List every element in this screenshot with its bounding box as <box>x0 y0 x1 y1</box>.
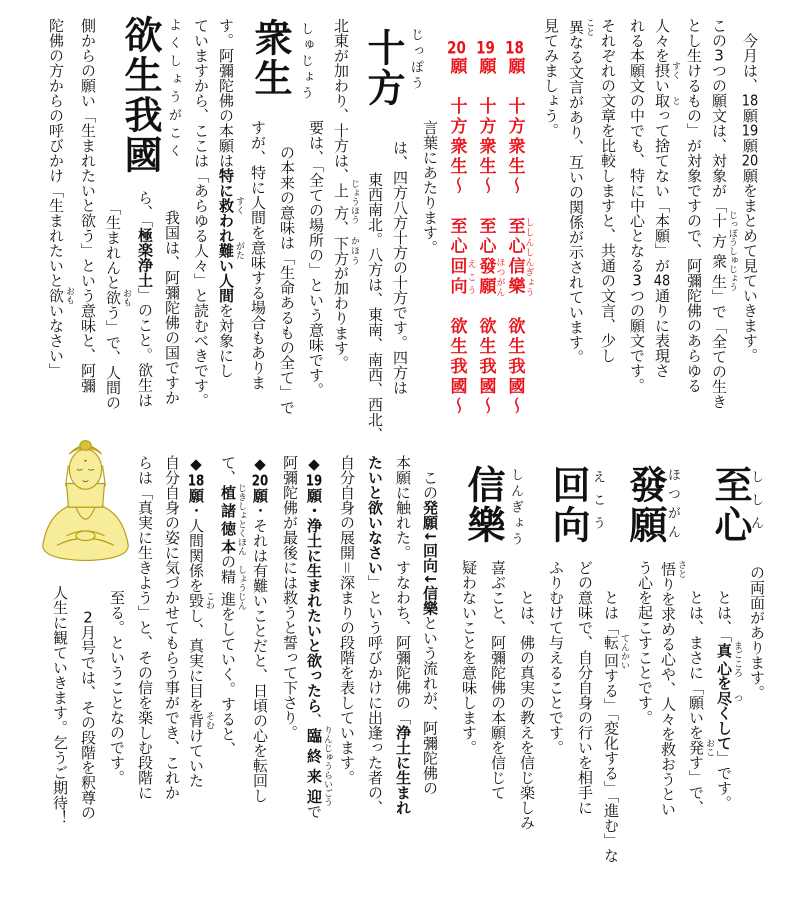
text-run: ・それは有難いことだと、日頃の心を転回し <box>251 503 269 803</box>
ruby-word <box>567 18 594 36</box>
heading-hotsugan-ruby: ほつがん <box>665 468 680 544</box>
top-column-10 <box>447 40 476 417</box>
number-run: 20 <box>447 40 466 57</box>
ruby-word <box>332 235 359 266</box>
ruby-word <box>687 738 714 757</box>
ruby-base: 植諸徳本 <box>219 483 237 556</box>
ruby-reading: すく <box>670 61 680 80</box>
ruby-word <box>653 61 680 80</box>
text-run: 見てみましょう。 <box>542 18 560 138</box>
ruby-base: 欲 <box>47 286 65 305</box>
text-run: つの願文です。 <box>628 288 646 393</box>
text-run: りを求める心や、人々を救おうとい <box>659 576 677 817</box>
text-run: この <box>421 470 439 500</box>
text-run: 、 <box>332 220 350 236</box>
ruby-reading: りんじゅうらいごう <box>322 725 332 807</box>
top-column-19 <box>187 18 215 408</box>
ruby-reading: と <box>670 93 680 108</box>
ruby-word <box>217 196 244 215</box>
text-run: 言葉にあたります。 <box>421 120 439 255</box>
top-column-14 <box>331 18 359 371</box>
top-column-8 <box>505 40 534 417</box>
emphasis-run: 極楽浄土 <box>136 227 154 288</box>
ruby-base: 真心 <box>715 641 733 677</box>
text-run: って捨てない「本願」が <box>653 108 671 273</box>
text-run: する」「変化する」「進む」な <box>602 668 620 863</box>
ruby-word <box>47 286 74 305</box>
ruby-word <box>504 217 534 297</box>
ruby-reading: まごころ <box>732 641 742 677</box>
bottom-column-10 <box>455 560 483 755</box>
text-run: なる文言があり、互いの関係が示されています。 <box>567 34 585 365</box>
text-run: 疑わないことを意味します。 <box>460 560 478 755</box>
text-run: 東西南北。八方は、東南、南西、西北、 <box>366 172 384 442</box>
ruby-reading: じょうほう <box>349 179 359 225</box>
ruby-base: 発 <box>687 738 705 757</box>
ruby-reading: おこ <box>704 738 714 757</box>
ruby-base: 背 <box>187 711 205 730</box>
text-run: ◆ <box>305 455 323 473</box>
ruby-word <box>217 241 244 260</box>
ruby-word <box>475 257 505 297</box>
ruby-base: 転回 <box>602 633 620 670</box>
text-run: は、四方八方十方の十方です。四方は <box>391 140 409 395</box>
bottom-column-21 <box>131 455 159 800</box>
text-run: つの願文は、対象が「 <box>710 63 728 213</box>
number-run: 3 <box>714 48 724 63</box>
ruby-reading: ししんしんぎょう <box>523 217 534 297</box>
ruby-base: 摂 <box>653 61 671 80</box>
ruby-reading: じっぽうしゅじょう <box>727 210 737 292</box>
text-run: 我国は、阿彌陀佛の国ですか <box>163 210 181 405</box>
top-column-13 <box>361 172 389 442</box>
text-run: 北東が加わり、十方は、 <box>332 18 350 183</box>
text-run: ら、「 <box>136 190 154 228</box>
text-run: う」で、人間の <box>104 305 122 410</box>
text-run: す」で、 <box>687 755 705 815</box>
ruby-base: 十方衆生 <box>710 210 728 292</box>
bottom-column-16 <box>276 455 304 740</box>
text-run: 通りに表現さ <box>653 288 671 378</box>
ruby-word <box>602 633 629 670</box>
ruby-reading: かほう <box>349 235 359 266</box>
ruby-word <box>659 560 686 578</box>
ruby-word <box>715 690 742 706</box>
bottom-column-22 <box>103 590 131 785</box>
heading-shishin-ruby: ししん <box>748 470 763 539</box>
text-run: 喜ぶこと、阿彌陀佛の本願を信じて <box>489 560 507 800</box>
text-run: 」で「全ての生き <box>710 288 728 409</box>
text-run: この <box>710 18 728 48</box>
ruby-base: 上方 <box>332 179 350 225</box>
bottom-column-2 <box>686 590 714 815</box>
ruby-base: 難 <box>217 241 235 260</box>
ruby-reading: すく <box>234 196 244 215</box>
emphasis-run: い人間 <box>217 258 235 303</box>
emphasis-run: 願 <box>187 488 205 503</box>
ruby-reading: がた <box>234 241 244 260</box>
bottom-column-20 <box>158 455 186 800</box>
top-column-2 <box>680 18 708 393</box>
text-run: の <box>219 554 237 569</box>
ruby-base: 回向 <box>446 257 467 297</box>
emphasis-run: たいと欲いなさい <box>366 455 384 575</box>
ruby-reading: てんかい <box>619 633 629 670</box>
text-run: 願 十方衆生〜 至心 <box>475 57 496 257</box>
text-run: 欲生我國〜 <box>504 297 525 417</box>
text-run: それぞれの文章を比較しますと、共通の文言、少し <box>599 18 617 363</box>
text-run: れる本願文の中でも、特に中心となる <box>628 18 646 273</box>
top-column-3 <box>652 18 680 378</box>
ruby-reading: こわ <box>204 591 214 610</box>
bottom-column-13 <box>361 455 389 815</box>
number-run: 20 <box>741 153 759 168</box>
text-run: ふりむけて与えることです。 <box>547 560 565 755</box>
heading-shujo: 衆生 <box>248 18 292 98</box>
text-run: ◆ <box>251 455 269 473</box>
top-column-0 <box>736 33 764 363</box>
emphasis-run: 特に <box>217 168 235 198</box>
bottom-column-17 <box>246 455 274 803</box>
top-column-4 <box>623 18 651 393</box>
ruby-base: 發願 <box>475 257 496 297</box>
ruby-base: 臨終来迎 <box>305 725 323 807</box>
top-column-1 <box>709 18 737 409</box>
bottom-column-5 <box>601 590 629 863</box>
emphasis-run: われ <box>217 213 235 243</box>
text-run: 至る。ということなのです。 <box>108 590 126 785</box>
text-run: で <box>305 803 323 819</box>
text-run: 願をまとめて見ていきます。 <box>741 168 759 363</box>
text-run: ていますから、ここは「あらゆる人々」と読むべきです。 <box>192 18 210 408</box>
number-run: 18 <box>505 40 524 57</box>
text-run: 願 <box>741 138 759 153</box>
text-run: とは、佛の真実の教えを信じ楽しみ <box>518 590 536 830</box>
heading-shingyo: 信樂 <box>461 465 505 545</box>
heading-shishin: 至心 <box>708 465 752 545</box>
ruby-word <box>715 641 742 677</box>
number-run: 18 <box>741 93 759 108</box>
bottom-column-9 <box>484 560 512 800</box>
top-column-11 <box>416 120 444 255</box>
text-run: とは「 <box>602 590 620 635</box>
text-run: ◆ <box>187 455 205 473</box>
text-run: という流れが、阿彌陀佛の <box>421 615 439 796</box>
ruby-word <box>219 483 246 556</box>
heading-yokusho-ruby: よくしょうがこく <box>166 18 181 162</box>
ruby-word <box>710 210 737 292</box>
bottom-column-6 <box>571 560 599 815</box>
text-run: 」という呼びかけに出逢った者の、 <box>366 575 384 815</box>
ruby-word <box>219 565 246 611</box>
text-run: 願 十方衆生〜 至心 <box>446 57 467 257</box>
text-run: の本来の意味は「生命あるもの全て」で <box>278 145 296 415</box>
text-run: 人生に観ていきます。乞うご期待！ <box>51 585 69 825</box>
ruby-reading: さと <box>676 560 686 578</box>
text-run: 今月は、 <box>741 33 759 93</box>
top-column-24 <box>46 18 74 378</box>
bottom-column-11 <box>416 470 444 795</box>
heading-yokusho: 欲生我國 <box>118 15 162 175</box>
top-column-22 <box>103 200 131 410</box>
ruby-base: 毀 <box>187 591 205 610</box>
top-column-18 <box>216 18 244 378</box>
bottom-column-15 <box>304 455 332 819</box>
number-run: 19 <box>305 473 323 488</box>
text-run: とは、まさに「願いを <box>687 590 705 740</box>
text-run: し、真実に目を <box>187 608 205 713</box>
text-run: 自分自身の姿に気づかせてもらう事ができ、これか <box>163 455 181 800</box>
number-run: 19 <box>476 40 495 57</box>
top-column-5 <box>594 18 622 363</box>
heading-shujo-ruby: しゅじょう <box>298 22 313 102</box>
number-run: 20 <box>251 473 269 488</box>
number-run: 48 <box>653 273 671 288</box>
top-column-23 <box>74 18 102 393</box>
ruby-word <box>332 179 359 225</box>
text-run: をしていく。すると、 <box>219 606 237 757</box>
heading-jippo-ruby: じっぽう <box>408 28 423 92</box>
heading-hotsugan: 發願 <box>623 465 667 545</box>
ruby-word <box>187 711 214 730</box>
emphasis-run: を <box>715 675 733 691</box>
bottom-column-24 <box>46 585 74 825</box>
text-run: いなさい」 <box>47 303 65 378</box>
ruby-reading: こと <box>584 18 594 36</box>
text-run: 人々を <box>653 18 671 63</box>
ruby-reading: つ <box>732 690 742 706</box>
text-run: 、 <box>305 713 323 728</box>
number-run: 2 <box>83 610 93 625</box>
heading-shingyo-ruby: しんぎょう <box>508 468 523 548</box>
heading-eko-ruby: えこう <box>590 470 605 539</box>
text-run: 欲生我國〜 <box>475 297 496 417</box>
number-run: 18 <box>187 473 205 488</box>
text-run: 要は、「全ての場所の」という意味です。 <box>307 120 325 398</box>
text-run: とし生けるもの」が対象ですので、阿彌陀佛のあらゆる <box>685 18 703 393</box>
ruby-reading: えこう <box>465 257 476 297</box>
top-column-7 <box>537 18 565 138</box>
text-run: 本願に触れた。すなわち、阿彌陀佛の「 <box>394 455 412 725</box>
text-run: どの意味で、自分自身の行いを相手に <box>576 560 594 815</box>
ruby-base: 至心信樂 <box>504 217 525 297</box>
text-run: 願 <box>741 108 759 123</box>
emphasis-run: 願・浄土に生まれたいと欲ったら <box>305 488 323 713</box>
text-run: 欲生我國〜 <box>446 297 467 417</box>
text-run: 月号では、その段階を釈尊の <box>79 625 97 820</box>
text-run: けていた <box>187 728 205 788</box>
ruby-base: 欲 <box>104 288 122 307</box>
text-run: とは、「 <box>715 590 733 643</box>
ruby-word <box>305 725 332 807</box>
text-run: 」です。 <box>715 750 733 811</box>
text-run: らは「真実に生きよう」と、その信を楽しむ段階に <box>136 455 154 800</box>
text-run: 願 十方衆生〜 <box>504 57 525 217</box>
text-run: が加わります。 <box>332 265 350 371</box>
bottom-column-4 <box>631 560 659 725</box>
ruby-word <box>104 288 131 307</box>
text-run: 側からの願い「生まれたいと欲う」という意味と、阿彌 <box>79 18 97 393</box>
top-column-12 <box>386 140 414 395</box>
bottom-column-18 <box>218 455 246 757</box>
number-run: 19 <box>741 123 759 138</box>
bottom-column-7 <box>542 560 570 755</box>
heading-eko: 回向 <box>546 465 590 545</box>
top-column-6 <box>566 18 594 365</box>
ruby-word <box>653 93 680 108</box>
emphasis-run: 浄土に生まれ <box>394 725 412 815</box>
text-run: 陀佛の方からの呼びかけ「生まれたいと <box>47 18 65 288</box>
bottom-column-14 <box>333 455 361 785</box>
text-run: 」のこと。欲生は <box>136 287 154 408</box>
buddha-illustration <box>38 440 133 565</box>
text-run: 「生まれんと <box>104 200 122 290</box>
top-column-20 <box>158 210 186 405</box>
bottom-column-1 <box>714 590 742 811</box>
bottom-column-0 <box>743 565 771 700</box>
text-run: ・人間関係を <box>187 503 205 593</box>
text-run: す。阿彌陀佛の本願は <box>217 18 235 168</box>
text-run: を対象にし <box>217 303 235 378</box>
number-run: 3 <box>632 273 642 288</box>
bottom-column-19 <box>186 455 214 788</box>
ruby-base: 異 <box>567 18 585 36</box>
text-run: て、 <box>219 455 237 485</box>
top-column-17 <box>244 120 272 390</box>
ruby-word <box>187 591 214 610</box>
top-column-21 <box>131 190 159 408</box>
text-run: う心を起こすことです。 <box>636 560 654 725</box>
ruby-base: 尽 <box>715 690 733 706</box>
ruby-reading: ほつがん <box>494 257 505 297</box>
bottom-column-3 <box>658 560 686 817</box>
emphasis-run: くして <box>715 705 733 751</box>
ruby-reading: そむ <box>204 711 214 730</box>
ruby-base: 悟 <box>659 560 677 578</box>
ruby-reading: おも <box>64 286 74 305</box>
text-run: 阿彌陀佛が最後には救うと誓って下さり。 <box>281 455 299 740</box>
ruby-base: 下方 <box>332 235 350 266</box>
ruby-base: 取 <box>653 93 671 108</box>
top-column-16 <box>273 145 301 415</box>
top-column-15 <box>302 120 330 398</box>
ruby-reading: じきしょとくほん <box>236 483 246 556</box>
ruby-reading: おも <box>121 288 131 307</box>
bottom-column-23 <box>74 610 102 820</box>
text-run: い <box>653 78 671 93</box>
bottom-column-8 <box>513 590 541 830</box>
heading-jippo: 十方 <box>361 28 405 108</box>
ruby-base: 精進 <box>219 565 237 611</box>
emphasis-run: 願 <box>251 488 269 503</box>
bottom-column-12 <box>389 455 417 815</box>
text-run: すが、特に人間を意味する場合もありま <box>249 120 267 390</box>
ruby-reading: しょうじん <box>236 565 246 611</box>
emphasis-run: 発願↓回向↓信樂 <box>421 500 439 616</box>
text-run: 自分自身の展開＝深まりの段階を表しています。 <box>338 455 356 786</box>
text-run: の両面があります。 <box>748 565 766 700</box>
ruby-word <box>446 257 476 297</box>
ruby-base: 救 <box>217 196 235 215</box>
top-column-9 <box>476 40 505 417</box>
